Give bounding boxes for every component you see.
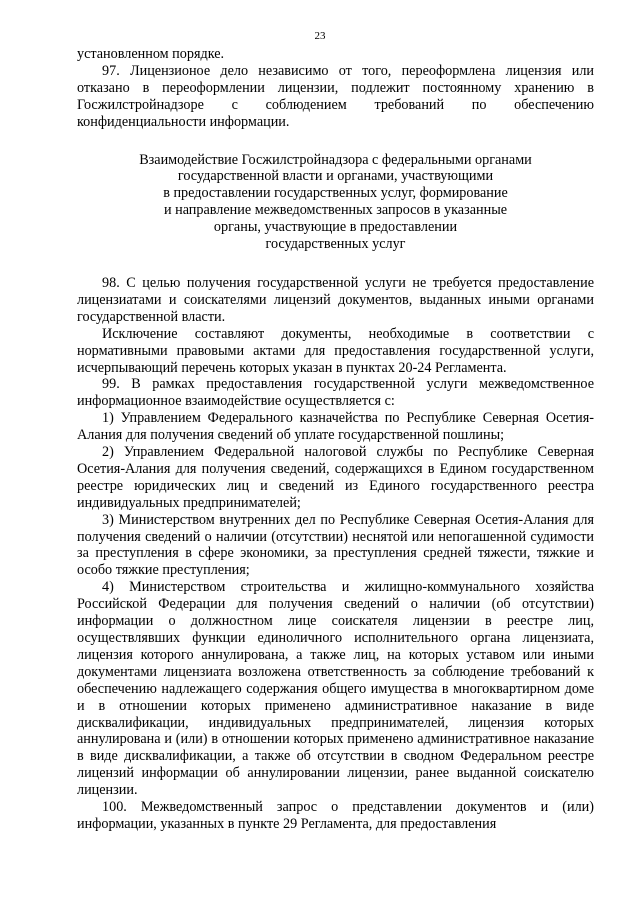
section-heading	[77, 152, 594, 253]
paragraph: 99. В рамках предоставления государственной услуги межведомственное информационное взаимодействие осуществляется с:	[77, 376, 594, 410]
paragraph: 98. С целью получения государственной услуги не требуется предоставление лицензиатами и соискателями лицензий документов, выданных иными органами государственной власти.	[77, 274, 594, 325]
paragraphs-before	[77, 46, 594, 131]
heading-line: органы, участвующие в предоставлении	[213, 219, 458, 236]
paragraph: 2) Управлением Федеральной налоговой службы по Республике Северная Осетия-Алания для получения сведений, содержащихся в Едином государственном реестре юридических лиц и сведений из Единого государственного реестра индивидуальных предпринимателей;	[77, 444, 594, 511]
heading-line: и направление межведомственных запросов в указанные	[163, 202, 508, 219]
paragraph: 97. Лицензионое дело независимо от того, переоформлена лицензия или отказано в переоформлении лицензии, подлежит постоянному хранению в Госжилстройнадзоре с соблюдением требований по обеспечению конфиденциальности информации.	[77, 62, 594, 130]
paragraph: Исключение составляют документы, необходимые в соответствии с нормативными правовыми актами для предоставления государственной услуги, исчерпывающий перечень которых указан в пунктах 20-24 Регламента.	[77, 325, 594, 376]
paragraph: 3) Министерством внутренних дел по Республике Северная Осетия-Алания для получения сведений о наличии (отсутствии) неснятой или непогашенной судимости за преступления в сфере экономики, за преступления средней тяжести, тяжкие и особо тяжкие преступления;	[77, 511, 594, 579]
paragraph: 1) Управлением Федерального казначейства по Республике Северная Осетия-Алания для получения сведений об уплате государственной пошлины;	[77, 410, 594, 444]
heading-line: в предоставлении государственных услуг, формирование	[163, 185, 508, 202]
page-number: 23	[314, 30, 326, 42]
paragraphs-after	[77, 275, 594, 833]
paragraph: 4) Министерством строительства и жилищно-коммунального хозяйства Российской Федерации для получения сведений о наличии (об отсутствии) информации о должностном лице соискателя лицензии в реестре лиц, осуществлявших функции единоличного исполнительного органа лицензиата, лицензия которого аннулирована, а также лиц, на которых уставом или иными документами лицензиата возложена ответственность за соблюдение требований к обеспечению надлежащего содержания общего имущества в многоквартирном доме и в отношении которых применено административное наказание в виде дисквалификации, индивидуальных предпринимателей, лицензия которых аннулирована и (или) в отношении которых применено административное наказание в виде дисквалификации, а также об отсутствии в сводном Федеральном реестре лицензий информации об аннулировании лицензии, ранее выданной соискателю лицензии.	[77, 579, 594, 799]
heading-line: Взаимодействие Госжилстройнадзора с федеральными органами	[139, 151, 532, 168]
paragraph: 100. Межведомственный запрос о представлении документов и (или) информации, указанных в пункте 29 Регламента, для предоставления	[77, 799, 594, 832]
paragraph: установленном порядке.	[77, 46, 225, 62]
heading-line: государственных услуг	[265, 236, 406, 253]
document-body	[77, 46, 594, 833]
heading-line: государственной власти и органами, участвующими	[177, 168, 494, 185]
